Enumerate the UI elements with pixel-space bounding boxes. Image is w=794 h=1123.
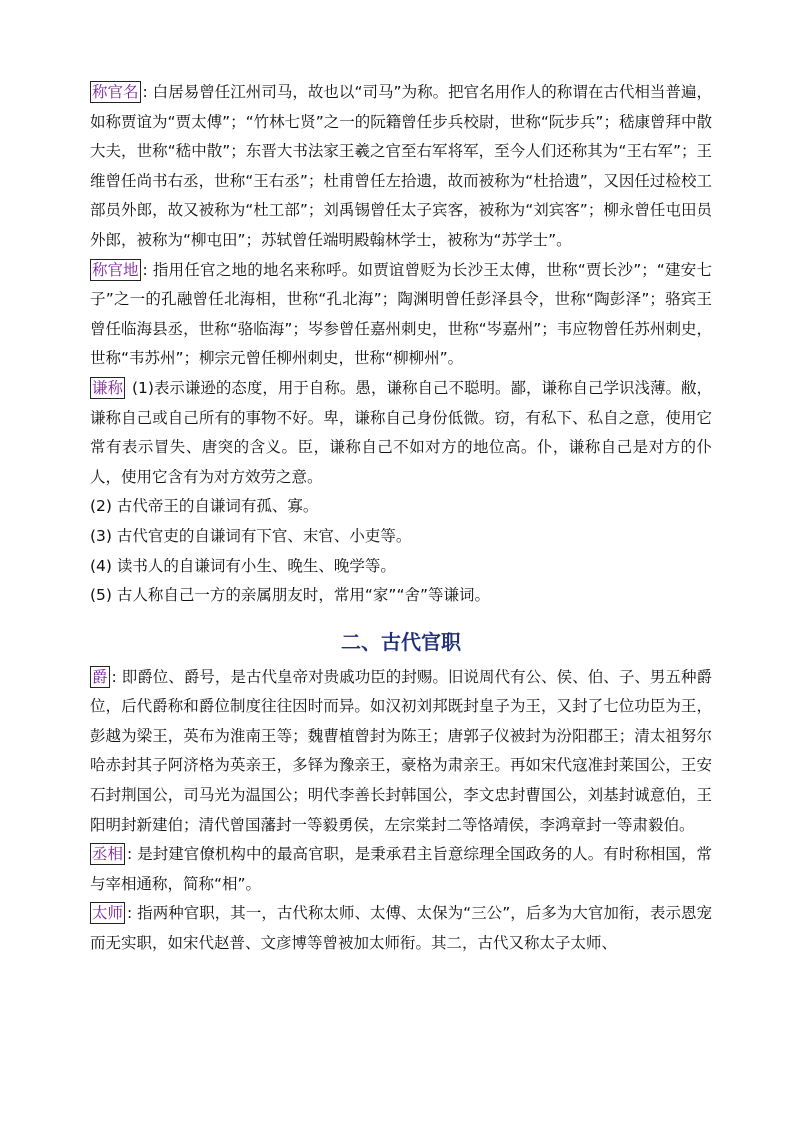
paragraph-jue: [90, 663, 712, 841]
term-label: 太师: [92, 904, 124, 923]
paragraph-text: : 是封建官僚机构中的最高官职，是秉承君主旨意综理全国政务的人。有时称相国，常与宰相通称，简称“相”。: [90, 845, 712, 893]
paragraph-qian-cheng: [90, 374, 712, 492]
list-item: (2) 古代帝王的自谦词有孤、寡。: [90, 497, 319, 516]
paragraph-tai-shi: [90, 899, 712, 958]
paragraph-cheng-guan-di: [90, 256, 712, 374]
term-label: 丞相: [92, 845, 124, 864]
term-label: 爵: [92, 667, 108, 686]
paragraph-cheng-xiang: [90, 840, 712, 899]
section-heading: 二、古代官职: [341, 629, 461, 654]
paragraph-text: : 白居易曾任江州司马，故也以“司马”为称。把官名用作人的称谓在古代相当普遍，如称贾谊为“贾太傅”；“竹林七贤”之一的阮籍曾任步兵校尉，世称“阮步兵”；嵇康曾拜中散大夫，世称“嵇中散”；东晋大书法家王羲之官至右军将军，至今人们还称其为“王右军”；王维曾任尚书右丞，世称“王右丞”；杜甫曾任左拾遗，故而被称为“杜拾遗”，又因任过检校工部员外郎，故又被称为“杜工部”；刘禹锡曾任太子宾客，被称为“刘宾客”；柳永曾任屯田员外郎，被称为“柳屯田”；苏轼曾任端明殿翰林学士，被称为“苏学士”。: [90, 83, 712, 249]
list-item: (5) 古人称自己一方的亲属朋友时，常用“家”“舍”等谦词。: [90, 586, 491, 605]
term-label: 称官地: [92, 260, 139, 279]
list-item: (3) 古代官吏的自谦词有下官、末官、小吏等。: [90, 526, 412, 545]
paragraph-text: : 指用任官之地的地名来称呼。如贾谊曾贬为长沙王太傅，世称“贾长沙”；“建安七子”之一的孔融曾任北海相，世称“孔北海”；陶渊明曾任彭泽县令，世称“陶彭泽”；骆宾王曾任临海县丞，世称“骆临海”；岑参曾任嘉州刺史，世称“岑嘉州”；韦应物曾任苏州刺史，世称“韦苏州”；柳宗元曾任柳州刺史，世称“柳柳州”。: [90, 260, 712, 368]
term-label: 谦称: [92, 378, 124, 397]
paragraph-text: : 即爵位、爵号，是古代皇帝对贵戚功臣的封赐。旧说周代有公、侯、伯、子、男五种爵位，后代爵称和爵位制度往往因时而异。如汉初刘邦既封皇子为王，又封了七位功臣为王，彭越为梁王，英布为淮南王等；魏曹植曾封为陈王；唐郭子仪被封为汾阳郡王；清太祖努尔哈赤封其子阿济格为英亲王，多铎为豫亲王，豪格为肃亲王。再如宋代寇准封莱国公，王安石封荆国公，司马光为温国公；明代李善长封韩国公，李文忠封曹国公，刘基封诚意伯，王阳明封新建伯；清代曾国藩封一等毅勇侯，左宗棠封二等恪靖侯，李鸿章封一等肃毅伯。: [90, 667, 712, 834]
paragraph-text: : 指两种官职，其一，古代称太师、太傅、太保为“三公”，后多为大官加衔，表示恩宠而无实职，如宋代赵普、文彦博等曾被加太师衔。其二，古代又称太子太师、: [90, 904, 712, 953]
paragraph-cheng-guan-ming: [90, 78, 712, 256]
paragraph-text: (1)表示谦逊的态度，用于自称。愚，谦称自己不聪明。鄙，谦称自己学识浅薄。敝，谦称自己或自己所有的事物不好。卑，谦称自己身份低微。窃，有私下、私自之意，使用它常有表示冒失、唐突的含义。臣，谦称自己不如对方的地位高。仆，谦称自己是对方的仆人，使用它含有为对方效劳之意。: [90, 378, 712, 486]
list-item: (4) 读书人的自谦词有小生、晚生、晚学等。: [90, 556, 396, 575]
term-label: 称官名: [92, 83, 139, 101]
document-page: [90, 78, 712, 959]
